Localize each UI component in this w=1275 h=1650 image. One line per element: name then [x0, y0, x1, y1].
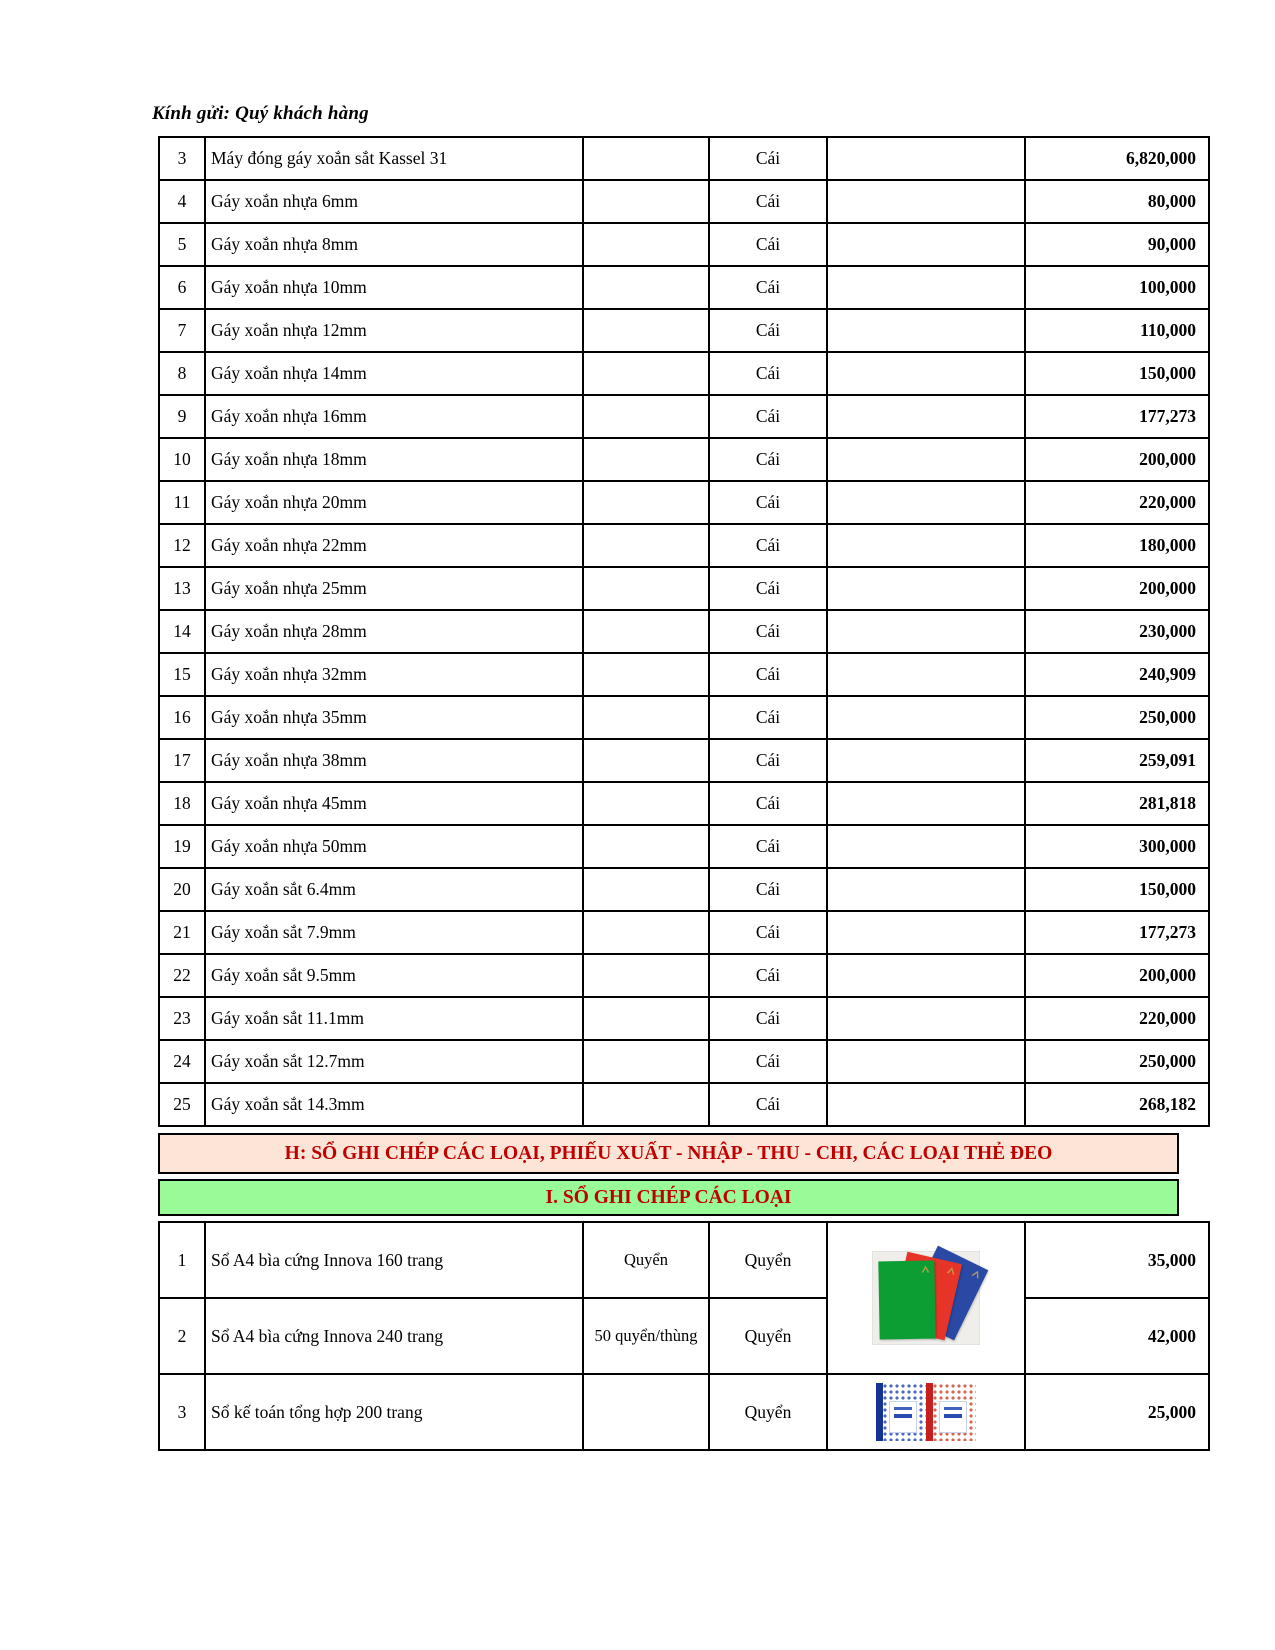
packing-cell	[583, 954, 709, 997]
section-h-label: H: SỔ GHI CHÉP CÁC LOẠI, PHIẾU XUẤT - NHẬP - THU - CHI, CÁC LOẠI THẺ ĐEO	[284, 1142, 1053, 1164]
a4-logo-mark	[921, 1266, 929, 1273]
packing-cell	[583, 223, 709, 266]
table-row	[159, 137, 1209, 180]
unit-cell: Cái	[709, 438, 827, 481]
image-cell	[827, 309, 1025, 352]
table-row	[159, 997, 1209, 1040]
item-name-cell: Gáy xoắn nhựa 35mm	[205, 696, 583, 739]
table-row	[159, 610, 1209, 653]
table-row	[159, 954, 1209, 997]
unit-cell: Cái	[709, 825, 827, 868]
price-cell: 180,000	[1025, 524, 1209, 567]
packing-cell	[583, 180, 709, 223]
item-name-cell: Gáy xoắn nhựa 18mm	[205, 438, 583, 481]
book-spine	[926, 1383, 933, 1441]
image-cell	[827, 524, 1025, 567]
notebook-table	[158, 1221, 1210, 1451]
table-row	[159, 266, 1209, 309]
packing-cell: Quyển	[583, 1222, 709, 1298]
item-name-cell: Gáy xoắn sắt 6.4mm	[205, 868, 583, 911]
row-number-cell: 9	[159, 395, 205, 438]
packing-cell	[583, 309, 709, 352]
row-number-cell: 18	[159, 782, 205, 825]
row-number-cell: 15	[159, 653, 205, 696]
book-spine	[876, 1383, 883, 1441]
row-number-cell: 2	[159, 1298, 205, 1374]
table-row	[159, 1374, 1209, 1450]
row-number-cell: 17	[159, 739, 205, 782]
price-cell: 250,000	[1025, 696, 1209, 739]
item-name-cell: Sổ A4 bìa cứng Innova 160 trang	[205, 1222, 583, 1298]
price-cell: 177,273	[1025, 395, 1209, 438]
packing-cell: 50 quyển/thùng	[583, 1298, 709, 1374]
price-cell: 240,909	[1025, 653, 1209, 696]
ledger-books-photo-cell	[827, 1374, 1025, 1450]
image-cell	[827, 266, 1025, 309]
image-cell	[827, 352, 1025, 395]
image-cell	[827, 1040, 1025, 1083]
row-number-cell: 13	[159, 567, 205, 610]
price-cell: 300,000	[1025, 825, 1209, 868]
price-cell: 90,000	[1025, 223, 1209, 266]
table-row	[159, 739, 1209, 782]
price-cell: 100,000	[1025, 266, 1209, 309]
row-number-cell: 6	[159, 266, 205, 309]
row-number-cell: 11	[159, 481, 205, 524]
unit-cell: Cái	[709, 610, 827, 653]
row-number-cell: 3	[159, 1374, 205, 1450]
table-row	[159, 309, 1209, 352]
item-name-cell: Gáy xoắn nhựa 10mm	[205, 266, 583, 309]
price-cell: 150,000	[1025, 352, 1209, 395]
price-cell: 230,000	[1025, 610, 1209, 653]
price-cell: 200,000	[1025, 954, 1209, 997]
packing-cell	[583, 739, 709, 782]
unit-cell: Cái	[709, 352, 827, 395]
blue-ledger-book	[876, 1383, 926, 1441]
unit-cell: Cái	[709, 524, 827, 567]
price-cell: 259,091	[1025, 739, 1209, 782]
image-cell	[827, 567, 1025, 610]
packing-cell	[583, 137, 709, 180]
item-name-cell: Gáy xoắn nhựa 45mm	[205, 782, 583, 825]
unit-cell: Cái	[709, 137, 827, 180]
item-name-cell: Gáy xoắn sắt 9.5mm	[205, 954, 583, 997]
item-name-cell: Sổ kế toán tổng hợp 200 trang	[205, 1374, 583, 1450]
item-name-cell: Gáy xoắn nhựa 20mm	[205, 481, 583, 524]
row-number-cell: 3	[159, 137, 205, 180]
image-cell	[827, 438, 1025, 481]
unit-cell: Quyển	[709, 1298, 827, 1374]
unit-cell: Cái	[709, 696, 827, 739]
image-cell	[827, 739, 1025, 782]
item-name-cell: Gáy xoắn nhựa 38mm	[205, 739, 583, 782]
packing-cell	[583, 395, 709, 438]
unit-cell: Cái	[709, 567, 827, 610]
image-cell	[827, 653, 1025, 696]
red-ledger-book	[926, 1383, 976, 1441]
price-cell: 268,182	[1025, 1083, 1209, 1126]
packing-cell	[583, 524, 709, 567]
unit-cell: Cái	[709, 180, 827, 223]
item-name-cell: Gáy xoắn sắt 12.7mm	[205, 1040, 583, 1083]
image-cell	[827, 911, 1025, 954]
item-name-cell: Gáy xoắn nhựa 28mm	[205, 610, 583, 653]
image-cell	[827, 223, 1025, 266]
ledger-books-photo	[876, 1383, 976, 1441]
price-cell: 200,000	[1025, 438, 1209, 481]
price-table	[158, 136, 1210, 1127]
unit-cell: Quyển	[709, 1374, 827, 1450]
image-cell	[827, 696, 1025, 739]
book-label	[889, 1401, 917, 1433]
price-cell: 35,000	[1025, 1222, 1209, 1298]
image-cell	[827, 481, 1025, 524]
image-cell	[827, 1083, 1025, 1126]
packing-cell	[583, 868, 709, 911]
row-number-cell: 19	[159, 825, 205, 868]
item-name-cell: Gáy xoắn nhựa 12mm	[205, 309, 583, 352]
row-number-cell: 4	[159, 180, 205, 223]
table-row	[159, 825, 1209, 868]
price-cell: 200,000	[1025, 567, 1209, 610]
row-number-cell: 1	[159, 1222, 205, 1298]
image-cell	[827, 825, 1025, 868]
item-name-cell: Gáy xoắn nhựa 32mm	[205, 653, 583, 696]
table-row	[159, 438, 1209, 481]
item-name-cell: Gáy xoắn nhựa 50mm	[205, 825, 583, 868]
price-cell: 250,000	[1025, 1040, 1209, 1083]
packing-cell	[583, 911, 709, 954]
row-number-cell: 22	[159, 954, 205, 997]
unit-cell: Cái	[709, 481, 827, 524]
item-name-cell: Gáy xoắn nhựa 14mm	[205, 352, 583, 395]
unit-cell: Cái	[709, 653, 827, 696]
price-cell: 80,000	[1025, 180, 1209, 223]
item-name-cell: Máy đóng gáy xoắn sắt Kassel 31	[205, 137, 583, 180]
unit-cell: Cái	[709, 868, 827, 911]
item-name-cell: Gáy xoắn nhựa 22mm	[205, 524, 583, 567]
item-name-cell: Gáy xoắn sắt 7.9mm	[205, 911, 583, 954]
packing-cell	[583, 352, 709, 395]
item-name-cell: Gáy xoắn sắt 11.1mm	[205, 997, 583, 1040]
packing-cell	[583, 567, 709, 610]
unit-cell: Cái	[709, 223, 827, 266]
section-h-header	[158, 1133, 1179, 1174]
unit-cell: Quyển	[709, 1222, 827, 1298]
unit-cell: Cái	[709, 1040, 827, 1083]
item-name-cell: Gáy xoắn nhựa 25mm	[205, 567, 583, 610]
table-row	[159, 180, 1209, 223]
unit-cell: Cái	[709, 739, 827, 782]
packing-cell	[583, 266, 709, 309]
item-name-cell: Gáy xoắn sắt 14.3mm	[205, 1083, 583, 1126]
innova-notebooks-photo	[872, 1251, 980, 1345]
table-row	[159, 567, 1209, 610]
image-cell	[827, 137, 1025, 180]
unit-cell: Cái	[709, 309, 827, 352]
unit-cell: Cái	[709, 266, 827, 309]
price-cell: 6,820,000	[1025, 137, 1209, 180]
image-cell	[827, 180, 1025, 223]
unit-cell: Cái	[709, 997, 827, 1040]
book-label	[939, 1401, 967, 1433]
a4-logo-mark	[971, 1269, 981, 1279]
packing-cell	[583, 825, 709, 868]
unit-cell: Cái	[709, 1083, 827, 1126]
row-number-cell: 7	[159, 309, 205, 352]
table-row	[159, 868, 1209, 911]
packing-cell	[583, 438, 709, 481]
packing-cell	[583, 1040, 709, 1083]
row-number-cell: 20	[159, 868, 205, 911]
row-number-cell: 8	[159, 352, 205, 395]
table-row	[159, 223, 1209, 266]
row-number-cell: 21	[159, 911, 205, 954]
green-notebook	[878, 1261, 935, 1340]
table-row	[159, 1083, 1209, 1126]
price-cell: 42,000	[1025, 1298, 1209, 1374]
packing-cell	[583, 610, 709, 653]
unit-cell: Cái	[709, 954, 827, 997]
price-cell: 281,818	[1025, 782, 1209, 825]
table-row	[159, 696, 1209, 739]
packing-cell	[583, 481, 709, 524]
packing-cell	[583, 696, 709, 739]
table-row	[159, 481, 1209, 524]
price-cell: 150,000	[1025, 868, 1209, 911]
price-cell: 110,000	[1025, 309, 1209, 352]
item-name-cell: Gáy xoắn nhựa 6mm	[205, 180, 583, 223]
table-row	[159, 524, 1209, 567]
row-number-cell: 14	[159, 610, 205, 653]
unit-cell: Cái	[709, 395, 827, 438]
a4-logo-mark	[947, 1266, 956, 1275]
price-cell: 220,000	[1025, 997, 1209, 1040]
row-number-cell: 16	[159, 696, 205, 739]
section-i-header	[158, 1179, 1179, 1216]
image-cell	[827, 395, 1025, 438]
packing-cell	[583, 1374, 709, 1450]
row-number-cell: 5	[159, 223, 205, 266]
unit-cell: Cái	[709, 911, 827, 954]
item-name-cell: Sổ A4 bìa cứng Innova 240 trang	[205, 1298, 583, 1374]
row-number-cell: 12	[159, 524, 205, 567]
unit-cell: Cái	[709, 782, 827, 825]
packing-cell	[583, 653, 709, 696]
image-cell	[827, 997, 1025, 1040]
row-number-cell: 24	[159, 1040, 205, 1083]
table-row	[159, 352, 1209, 395]
innova-notebooks-photo-cell	[827, 1222, 1025, 1374]
item-name-cell: Gáy xoắn nhựa 8mm	[205, 223, 583, 266]
image-cell	[827, 868, 1025, 911]
packing-cell	[583, 1083, 709, 1126]
table-row	[159, 653, 1209, 696]
price-cell: 25,000	[1025, 1374, 1209, 1450]
image-cell	[827, 782, 1025, 825]
image-cell	[827, 954, 1025, 997]
table-row	[159, 1222, 1209, 1298]
row-number-cell: 10	[159, 438, 205, 481]
row-number-cell: 23	[159, 997, 205, 1040]
item-name-cell: Gáy xoắn nhựa 16mm	[205, 395, 583, 438]
table-row	[159, 395, 1209, 438]
table-row	[159, 911, 1209, 954]
price-cell: 177,273	[1025, 911, 1209, 954]
section-i-label: I. SỔ GHI CHÉP CÁC LOẠI	[545, 1186, 792, 1208]
table-row	[159, 782, 1209, 825]
image-cell	[827, 610, 1025, 653]
greeting-line: Kính gửi: Quý khách hàng	[152, 103, 369, 124]
packing-cell	[583, 997, 709, 1040]
packing-cell	[583, 782, 709, 825]
price-cell: 220,000	[1025, 481, 1209, 524]
table-row	[159, 1298, 1209, 1374]
table-row	[159, 1040, 1209, 1083]
row-number-cell: 25	[159, 1083, 205, 1126]
